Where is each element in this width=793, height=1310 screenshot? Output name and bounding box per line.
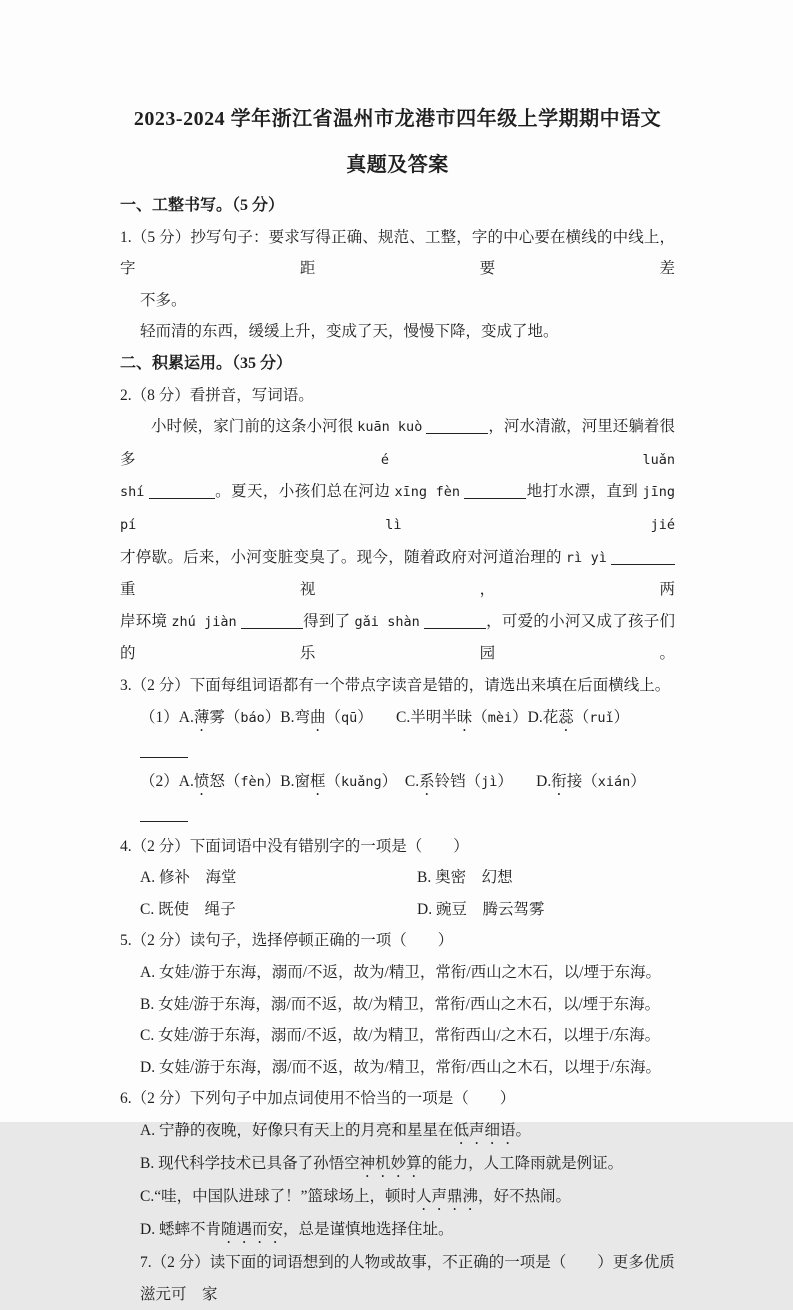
pinyin-run: é luǎn — [380, 451, 675, 468]
dotted-emphasis-run: 低声细语 — [453, 1122, 516, 1140]
pinyin-run: ruǐ — [589, 709, 614, 726]
answer-blank — [426, 418, 488, 434]
pinyin-run: xīng fèn — [394, 484, 460, 501]
text-run: （ — [325, 773, 341, 791]
q2-paragraph-line-2 — [120, 476, 675, 541]
q2-stem: 2.（8 分）看拼音，写词语。 — [120, 386, 314, 404]
text-run: 的能力，人工降雨就是例证。 — [421, 1155, 624, 1173]
q6-option-c — [120, 1181, 675, 1214]
q1-stem-line-1: 1.（5 分）抄写句子：要求写得正确、规范、工整，字的中心要在横线的中线上，字距要差 — [120, 228, 675, 278]
pinyin-run: jì — [481, 774, 498, 791]
dotted-emphasis-run: 随遇而安 — [220, 1221, 283, 1239]
q4-option-d: D. 豌豆 腾云驾雾 — [417, 900, 545, 918]
dotted-emphasis-run: 昧 — [456, 708, 473, 726]
q4-option-a: A. 修补 海堂 — [140, 869, 237, 887]
answer-blank — [140, 742, 188, 758]
text-run: A. 宁静的夜晚，好像只有天上的月亮和星星在 — [140, 1122, 454, 1140]
pinyin-run: kuǎng — [341, 774, 382, 791]
q2-paragraph-line-1 — [120, 411, 675, 476]
q4-options — [120, 862, 675, 925]
text-run: 地打水漂，直到 — [526, 483, 643, 501]
pinyin-run: shí — [120, 484, 145, 501]
answer-blank — [464, 483, 526, 499]
dotted-emphasis-run: 系 — [419, 773, 435, 791]
text-run: （2）A. — [140, 773, 194, 791]
answer-blank — [140, 806, 188, 822]
text-run: B. 现代科学技术已具备了孙悟空 — [140, 1155, 360, 1173]
text-run: 。 — [515, 1122, 531, 1140]
q5-stem: 5.（2 分）读句子，选择停顿正确的一项（ ） — [120, 932, 454, 950]
q7-stem-text: 7.（2 分）读下面的词语想到的人物或故事，不正确的一项是（ ） — [140, 1254, 613, 1272]
text-run: 。夏天，小孩们总在河边 — [214, 483, 395, 501]
document-title-line-2: 真题及答案 — [346, 154, 449, 176]
q5-option-c: C. 女娃/游于东海，溺而/不返，故/为精卫，常衔西山/之木石，以埋于/东海。 — [140, 1027, 661, 1045]
text-run: ）D.花 — [512, 708, 559, 726]
text-run: ） — [630, 773, 654, 791]
dotted-emphasis-run: 愤 — [193, 773, 210, 791]
pinyin-run: zhú jiàn — [171, 613, 237, 630]
text-run: 才停歇。后来，小河变脏变臭了。现今，随着政府对河道治理的 — [120, 548, 566, 566]
text-run: 怒（ — [209, 773, 241, 791]
pinyin-run: báo — [240, 709, 265, 726]
q2-paragraph-line-3 — [120, 542, 675, 606]
text-run: 重视，两 — [120, 581, 675, 599]
document-title — [120, 96, 675, 188]
text-run: ，总是谨慎地选择住址。 — [282, 1221, 454, 1239]
q6-option-d — [120, 1214, 675, 1247]
text-run: （ — [472, 708, 488, 726]
text-run: 铃铛（ — [434, 773, 482, 791]
text-run: ）B.弯 — [264, 708, 310, 726]
q3-stem: 3.（2 分）下面每组词语都有一个带点字读音是错的，请选出来填在后面横线上。 — [120, 676, 671, 694]
dotted-emphasis-run: 框 — [309, 773, 326, 791]
text-run: 岸环境 — [120, 612, 172, 630]
answer-blank — [241, 613, 303, 629]
text-run: D. 蟋蟀不肯 — [140, 1221, 221, 1239]
section-2-heading: 二、积累运用。（35 分） — [120, 354, 293, 372]
document-title-line-1: 2023-2024 学年浙江省温州市龙港市四年级上学期期中语文 — [133, 108, 662, 130]
text-run: C.“哇，中国队进球了！”篮球场上，顿时 — [140, 1188, 416, 1206]
q3-item-1 — [120, 702, 675, 767]
pinyin-run: jīng pí lì jié — [120, 484, 675, 533]
q3-item-2 — [120, 766, 675, 831]
q5-option-b: B. 女娃/游于东海，溺/而不返，故/为精卫，常衔/西山之木石，以/堙于东海。 — [140, 995, 661, 1013]
pinyin-run: xián — [597, 774, 631, 791]
q5-option-a: A. 女娃/游于东海，溺而/不返，故为/精卫，常衔/西山之木石，以/堙于东海。 — [140, 964, 661, 982]
q6-option-b — [120, 1148, 675, 1181]
section-1-heading: 一、工整书写。（5 分） — [120, 197, 285, 214]
pinyin-run: rì yì — [565, 549, 607, 566]
text-run: ） D. — [497, 773, 552, 791]
pinyin-run: gǎi shàn — [354, 613, 420, 630]
q4-stem: 4.（2 分）下面词语中没有错别字的一项是（ ） — [120, 837, 469, 855]
q4-option-c: C. 既使 绳子 — [140, 900, 236, 918]
text-run: （1）A. — [140, 708, 194, 726]
text-run: ，可爱的小河又成了孩子们的乐园。 — [120, 612, 675, 663]
q5-option-d: D. 女娃/游于东海，溺/而不返，故为/精卫，常衔/西山之木石，以埋于/东海。 — [140, 1058, 661, 1076]
text-run: ） C. — [381, 773, 420, 791]
q1-copy-sentence: 轻而清的东西，缓缓上升，变成了天，慢慢下降，变成了地。 — [140, 323, 559, 341]
text-run: 小时候，家门前的这条小河很 — [151, 418, 358, 436]
text-run: 雾（ — [209, 708, 241, 726]
q6-option-a — [120, 1115, 675, 1148]
pinyin-run: fèn — [240, 774, 265, 791]
answer-blank — [611, 549, 675, 565]
text-run: （ — [573, 708, 590, 726]
q2-paragraph-line-4 — [120, 606, 675, 670]
answer-blank — [149, 483, 215, 499]
text-run: ，河水清澈，河里还躺着很多 — [120, 418, 675, 468]
q4-option-b: B. 奥密 幻想 — [417, 869, 513, 887]
pinyin-run: kuān kuò — [357, 419, 423, 436]
text-run: 得到了 — [302, 612, 355, 630]
answer-blank — [424, 613, 486, 629]
pinyin-run: mèi — [487, 709, 513, 726]
text-run: （ — [325, 708, 341, 726]
dotted-emphasis-run: 衔 — [551, 773, 567, 791]
text-run: 接（ — [566, 773, 598, 791]
q6-stem: 6.（2 分）下列句子中加点词使用不恰当的一项是（ ） — [120, 1090, 516, 1108]
dotted-emphasis-run: 蕊 — [558, 708, 574, 726]
watermark-text: 更多优质滋元可 家 — [140, 1254, 675, 1303]
dotted-emphasis-run: 薄 — [193, 708, 210, 726]
text-run: ）B.窗 — [264, 773, 310, 791]
dotted-emphasis-run: 人声鼎沸 — [415, 1188, 478, 1206]
dotted-emphasis-run: 曲 — [309, 708, 326, 726]
q1-stem-line-2: 不多。 — [140, 291, 187, 309]
q7-stem-line — [120, 1247, 675, 1310]
text-run: ） — [613, 708, 637, 726]
text-run: ，好不热闹。 — [478, 1188, 572, 1206]
text-run: ） C.半明半 — [357, 708, 457, 726]
pinyin-run: qū — [341, 709, 358, 726]
dotted-emphasis-run: 神机妙算 — [359, 1155, 422, 1173]
